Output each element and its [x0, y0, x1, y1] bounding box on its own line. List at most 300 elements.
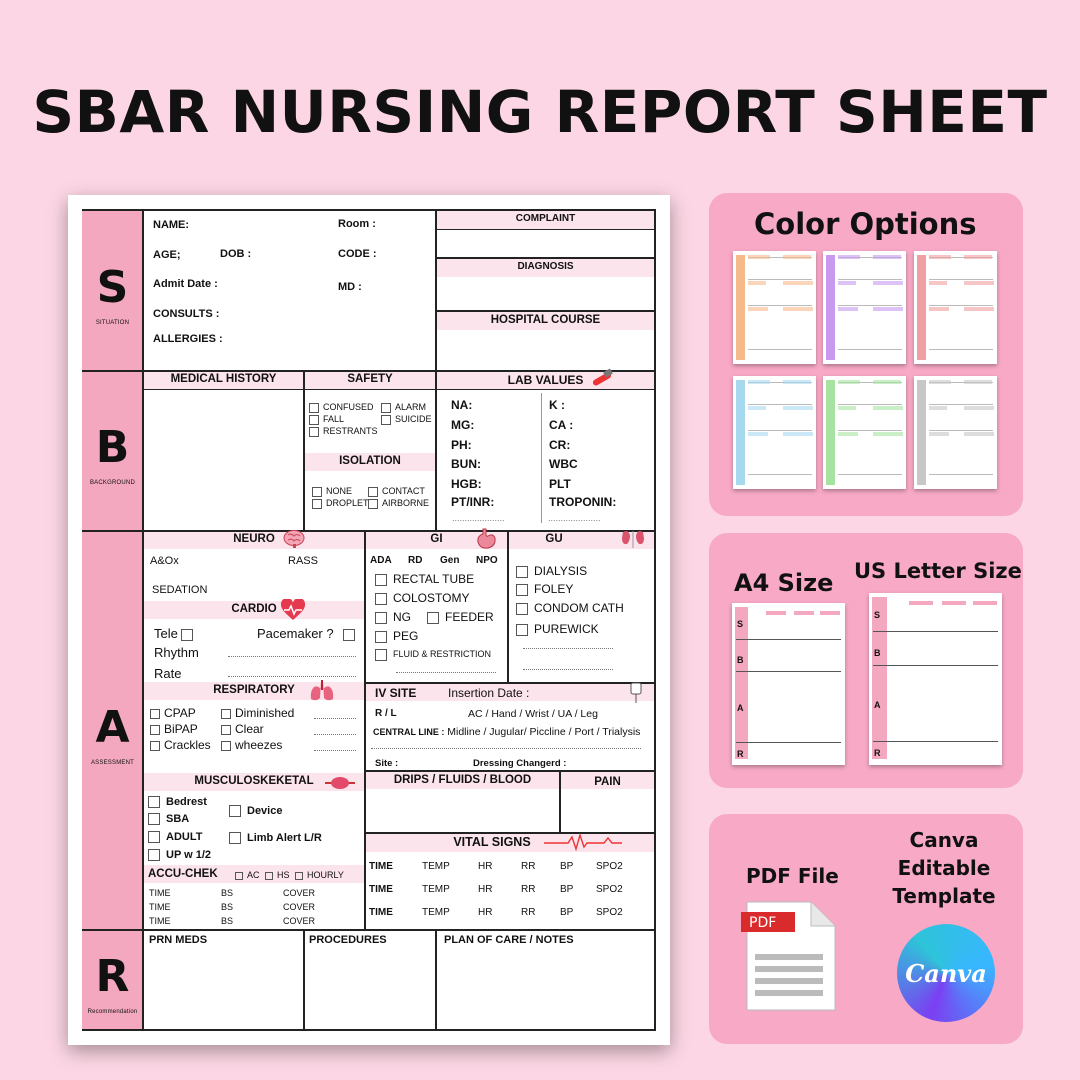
checkbox[interactable]	[312, 487, 322, 497]
vital-cell: TIME	[369, 884, 393, 895]
musculo-item-label: SBA	[166, 813, 190, 825]
musculo-item	[229, 805, 282, 817]
lab-label: TROPONIN:	[549, 495, 617, 509]
checkbox[interactable]	[375, 649, 387, 661]
resp-line	[314, 718, 356, 719]
checkbox[interactable]	[150, 725, 160, 735]
lab-label: PT/INR:	[451, 495, 495, 509]
procedures-header: PROCEDURES	[309, 934, 387, 946]
thumbnail-line	[929, 404, 993, 405]
thumbnail-header	[783, 380, 811, 384]
checkbox[interactable]	[516, 624, 528, 636]
muscle-icon	[324, 775, 356, 796]
tele-text: Tele	[154, 626, 178, 641]
vital-cell: HR	[478, 884, 493, 895]
thumbnail-header	[964, 432, 994, 436]
gi-item-label: FLUID & RESTRICTION	[393, 649, 492, 660]
resp-line	[314, 734, 356, 735]
thumbnail-line	[838, 474, 902, 475]
checkbox[interactable]	[295, 872, 303, 880]
checkbox[interactable]	[148, 831, 160, 843]
thumbnail-header	[873, 307, 903, 311]
complaint-header: COMPLAINT	[515, 213, 576, 224]
resp-item-label: Diminished	[235, 706, 295, 720]
thumbnail-header	[748, 255, 770, 259]
thumbnail-line	[929, 349, 993, 350]
color-thumbnail[interactable]	[733, 376, 816, 489]
accu-cell: COVER	[283, 902, 316, 912]
a4-preview	[732, 603, 845, 765]
preview-letter: R	[737, 749, 744, 759]
lab-values-header: LAB VALUES	[507, 373, 584, 387]
iv-line	[371, 748, 641, 749]
central-line-label: CENTRAL LINE :	[373, 727, 445, 737]
checkbox[interactable]	[381, 415, 391, 425]
resp-item-label: Crackles	[164, 738, 211, 752]
thumbnail-header	[929, 281, 947, 285]
preview-letter: S	[737, 619, 744, 629]
vital-cell: RR	[521, 907, 536, 918]
isolation-header: ISOLATION	[339, 455, 401, 467]
rate-label: Rate	[154, 666, 182, 681]
thumbnail-header	[748, 281, 766, 285]
accu-option	[265, 870, 290, 880]
room-label: Room :	[338, 218, 376, 230]
vitals-header: VITAL SIGNS	[453, 835, 531, 849]
thumbnail-line	[929, 305, 993, 306]
thumbnail-header	[929, 406, 947, 410]
heartbeat-icon	[544, 833, 622, 858]
gi-line	[396, 672, 496, 673]
preview-header	[909, 601, 933, 605]
lab-label: NA:	[451, 398, 473, 412]
letter-b: B	[95, 422, 130, 473]
gi-item-label: PEG	[393, 629, 419, 643]
gu-line	[523, 669, 613, 670]
musculo-item	[148, 831, 202, 843]
side-r	[82, 931, 143, 1029]
safety-item	[381, 402, 426, 413]
checkbox[interactable]	[309, 427, 319, 437]
gu-item-label: PUREWICK	[534, 622, 599, 636]
thumbnail-side	[917, 255, 926, 360]
pacemaker-text: Pacemaker ?	[257, 626, 334, 641]
preview-letter: B	[874, 648, 881, 658]
age-label: AGE;	[153, 249, 181, 261]
safety-item	[309, 402, 374, 413]
vital-cell: BP	[560, 907, 574, 918]
vital-cell: SPO2	[596, 884, 623, 895]
checkbox[interactable]	[516, 566, 528, 578]
caption-assessment: ASSESSMENT	[90, 759, 134, 766]
accu-option	[235, 870, 260, 880]
vital-cell: SPO2	[596, 861, 623, 872]
code-label: CODE :	[338, 248, 377, 260]
accu-cell: BS	[221, 902, 234, 912]
gi-item-label: NG	[393, 610, 411, 624]
dressing-label: Dressing Changerd :	[473, 758, 567, 769]
divider	[303, 929, 305, 1031]
admit-date-label: Admit Date :	[153, 278, 218, 290]
thumbnail-line	[929, 474, 993, 475]
checkbox[interactable]	[368, 499, 378, 509]
thumbnail-header	[929, 307, 949, 311]
thumbnail-header	[783, 255, 811, 259]
report-sheet	[68, 195, 670, 1045]
checkbox[interactable]	[148, 849, 160, 861]
isolation-item-label: AIRBORNE	[382, 498, 430, 508]
pain-header: PAIN	[594, 776, 621, 788]
divider	[364, 530, 366, 929]
preview-side	[735, 607, 748, 759]
preview-line	[736, 639, 841, 640]
accu-cell: BS	[221, 888, 234, 898]
thumbnail-header	[964, 281, 994, 285]
safety-item-label: CONFUSED	[323, 402, 374, 412]
isolation-item-label: NONE	[326, 486, 353, 496]
checkbox[interactable]	[150, 741, 160, 751]
gi-col: RD	[408, 555, 423, 566]
resp-item	[221, 738, 282, 752]
allergies-label: ALLERGIES :	[153, 333, 223, 345]
page-title: SBAR NURSING REPORT SHEET	[32, 78, 1048, 146]
side-s	[82, 211, 143, 370]
gu-item	[516, 582, 573, 596]
thumbnail-line	[748, 349, 812, 350]
color-thumbnail[interactable]	[823, 251, 906, 364]
lab-label: PH:	[451, 438, 472, 452]
checkbox[interactable]	[229, 832, 241, 844]
insertion-date-label: Insertion Date :	[448, 686, 530, 700]
accu-option	[295, 870, 344, 880]
gi-col: Gen	[440, 555, 460, 566]
checkbox[interactable]	[375, 593, 387, 605]
musculo-item-label: UP w 1/2	[166, 849, 212, 861]
divider	[303, 370, 305, 530]
checkbox[interactable]	[265, 872, 273, 880]
pdf-file-title: PDF File	[746, 864, 839, 888]
iv-locations: AC / Hand / Wrist / UA / Leg	[468, 708, 598, 720]
resp-item	[150, 706, 196, 720]
safety-item-label: FALL	[323, 414, 345, 424]
gi-item-label: RECTAL TUBE	[393, 572, 475, 586]
preview-side	[872, 597, 887, 759]
preview-line	[873, 631, 998, 632]
letter-s: S	[96, 261, 129, 313]
safety-header: SAFETY	[347, 373, 393, 385]
isolation-item	[368, 486, 425, 497]
gi-col: NPO	[476, 555, 498, 566]
rass-label: RASS	[288, 555, 318, 567]
diagnosis-header: DIAGNOSIS	[517, 261, 574, 272]
thumbnail-header	[783, 406, 813, 410]
accu-header: ACCU-CHEK	[148, 868, 218, 880]
divider	[507, 530, 509, 682]
lab-divider	[541, 393, 542, 523]
gi-item-label: FEEDER	[445, 610, 494, 624]
rhythm-line	[228, 656, 356, 657]
thumbnail-header	[964, 406, 994, 410]
thumbnail-header	[964, 307, 994, 311]
thumbnail-line	[838, 349, 902, 350]
vital-cell: TEMP	[422, 861, 450, 872]
safety-item-label: SUICIDE	[395, 414, 432, 424]
vital-cell: BP	[560, 884, 574, 895]
checkbox[interactable]	[235, 872, 243, 880]
brain-icon	[282, 529, 306, 554]
caption-situation: SITUATION	[95, 319, 130, 326]
drips-header: DRIPS / FLUIDS / BLOOD	[393, 774, 532, 786]
thumbnail-line	[838, 404, 902, 405]
thumbnail-header	[838, 380, 860, 384]
thumbnail-header	[748, 406, 766, 410]
isolation-item	[312, 486, 352, 497]
thumbnail-line	[929, 279, 993, 280]
accu-cell: COVER	[283, 916, 316, 926]
pdf-file-icon	[741, 900, 839, 1017]
heart-icon	[280, 599, 306, 626]
plan-header: PLAN OF CARE / NOTES	[444, 934, 574, 946]
thumbnail-side	[917, 380, 926, 485]
gi-item	[375, 591, 469, 605]
safety-item-label: ALARM	[395, 402, 427, 412]
preview-line	[736, 742, 841, 743]
isolation-item-label: DROPLET	[326, 498, 369, 508]
side-a	[82, 532, 143, 929]
neuro-header: NEURO	[233, 533, 275, 545]
letter-preview	[869, 593, 1002, 765]
letter-a: A	[95, 701, 130, 753]
test-tube-icon	[590, 368, 616, 393]
preview-header	[766, 611, 786, 615]
iv-site-header: IV SITE	[375, 686, 417, 700]
gu-item-label: DIALYSIS	[534, 564, 588, 578]
accu-option-label: AC	[247, 870, 260, 880]
safety-item	[309, 426, 378, 437]
thumbnail-header	[929, 255, 951, 259]
resp-item	[221, 722, 264, 736]
color-options-title: Color Options	[754, 207, 977, 241]
color-thumbnail[interactable]	[823, 376, 906, 489]
thumbnail-line	[838, 430, 902, 431]
preview-line	[873, 741, 998, 742]
central-line-row	[373, 726, 640, 738]
iv-bag-icon	[629, 682, 643, 709]
thumbnail-header	[964, 380, 992, 384]
side-b	[82, 372, 143, 530]
rhythm-label: Rhythm	[154, 645, 199, 660]
checkbox[interactable]	[148, 813, 160, 825]
color-thumbnail[interactable]	[733, 251, 816, 364]
vital-cell: TEMP	[422, 907, 450, 918]
lab-label: WBC	[549, 457, 578, 471]
thumbnail-header	[873, 432, 903, 436]
thumbnail-header	[873, 255, 901, 259]
checkbox[interactable]	[516, 584, 528, 596]
isolation-item-label: CONTACT	[382, 486, 425, 496]
vital-cell: TIME	[369, 861, 393, 872]
checkbox[interactable]	[375, 612, 387, 624]
divider	[144, 389, 656, 390]
kidney-icon	[620, 529, 646, 554]
resp-item-label: BiPAP	[164, 722, 198, 736]
gi-item-label: COLOSTOMY	[393, 591, 470, 605]
resp-item	[221, 706, 294, 720]
preview-header	[973, 601, 997, 605]
aox-label: A&Ox	[150, 555, 179, 567]
color-thumbnail[interactable]	[914, 251, 997, 364]
consults-label: CONSULTS :	[153, 308, 220, 320]
divider	[435, 229, 656, 230]
caption-background: BACKGROUND	[89, 480, 135, 486]
letter-r: R	[95, 951, 130, 1002]
thumbnail-header	[873, 406, 903, 410]
thumbnail-side	[736, 380, 745, 485]
tele-checkbox[interactable]	[181, 629, 193, 641]
respiratory-header: RESPIRATORY	[213, 684, 295, 696]
pacemaker-label	[257, 626, 361, 641]
checkbox[interactable]	[381, 403, 391, 413]
gi-header: GI	[430, 533, 443, 545]
pacemaker-checkbox[interactable]	[343, 629, 355, 641]
lungs-icon	[308, 679, 336, 708]
dob-label: DOB :	[220, 248, 252, 260]
vital-cell: RR	[521, 884, 536, 895]
name-label: NAME:	[153, 219, 190, 231]
safety-item-label: RESTRANTS	[323, 426, 378, 436]
thumbnail-header	[783, 432, 813, 436]
vital-cell: TIME	[369, 907, 393, 918]
thumbnail-line	[748, 305, 812, 306]
checkbox[interactable]	[375, 574, 387, 586]
resp-item-label: Clear	[235, 722, 264, 736]
gi-col: ADA	[370, 555, 392, 566]
lab-label: K :	[549, 398, 565, 412]
gu-header: GU	[545, 533, 563, 545]
preview-letter: R	[874, 748, 881, 758]
prn-meds-header: PRN MEDS	[149, 934, 208, 946]
caption-recommendation: Recommendation	[87, 1009, 138, 1015]
musculo-item-label: Limb Alert L/R	[247, 832, 322, 844]
checkbox[interactable]	[375, 631, 387, 643]
lab-dots: .....................	[452, 513, 505, 523]
thumbnail-header	[748, 380, 770, 384]
thumbnail-line	[748, 430, 812, 431]
checkbox[interactable]	[221, 741, 231, 751]
lab-label: PLT	[549, 477, 571, 491]
divider	[435, 209, 437, 370]
a4-title: A4 Size	[734, 569, 834, 597]
side-divider	[142, 209, 144, 1031]
thumbnail-line	[748, 474, 812, 475]
resp-item-label: wheezes	[235, 738, 283, 752]
preview-letter: A	[874, 700, 881, 710]
checkbox[interactable]	[148, 796, 160, 808]
format-panel	[709, 814, 1023, 1044]
hospital-course-header: HOSPITAL COURSE	[490, 314, 601, 326]
accu-option-label: HS	[277, 870, 290, 880]
thumbnail-side	[826, 255, 835, 360]
thumbnail-header	[838, 281, 856, 285]
color-options-panel	[709, 193, 1023, 516]
vital-cell: SPO2	[596, 907, 623, 918]
color-thumbnail[interactable]	[914, 376, 997, 489]
musculo-item-label: Bedrest	[166, 796, 207, 808]
gu-item	[516, 564, 587, 578]
preview-header	[794, 611, 814, 615]
accu-cell: BS	[221, 916, 234, 926]
md-label: MD :	[338, 281, 362, 293]
vital-cell: TEMP	[422, 884, 450, 895]
accu-option-label: HOURLY	[307, 870, 344, 880]
checkbox[interactable]	[150, 709, 160, 719]
preview-line	[736, 671, 841, 672]
tele-label	[154, 626, 199, 641]
checkbox[interactable]	[427, 612, 439, 624]
thumbnail-line	[838, 279, 902, 280]
gi-item	[375, 629, 418, 643]
gi-item	[375, 610, 411, 624]
thumbnail-header	[873, 281, 903, 285]
preview-header	[942, 601, 966, 605]
safety-item	[309, 414, 344, 425]
resp-line	[314, 750, 356, 751]
musculo-item-label: ADULT	[166, 831, 203, 843]
pdf-badge-text: PDF	[749, 915, 777, 931]
gi-item	[375, 572, 474, 586]
thumbnail-header	[783, 307, 813, 311]
musculo-item-label: Device	[247, 805, 283, 817]
accu-cell: TIME	[149, 888, 171, 898]
vital-cell: BP	[560, 861, 574, 872]
vital-cell: HR	[478, 907, 493, 918]
checkbox[interactable]	[368, 487, 378, 497]
canva-logo	[897, 924, 995, 1022]
lab-label: CR:	[549, 438, 571, 452]
checkbox[interactable]	[312, 499, 322, 509]
checkbox[interactable]	[221, 709, 231, 719]
resp-item	[150, 738, 211, 752]
gu-item	[516, 601, 624, 615]
musculo-item	[229, 832, 322, 844]
rl-label: R / L	[375, 708, 397, 719]
thumbnail-line	[929, 430, 993, 431]
gu-line	[523, 648, 613, 649]
preview-letter: B	[737, 655, 744, 665]
checkbox[interactable]	[516, 603, 528, 615]
checkbox[interactable]	[309, 403, 319, 413]
checkbox[interactable]	[229, 805, 241, 817]
sedation-label: SEDATION	[152, 584, 208, 596]
preview-header	[820, 611, 840, 615]
gu-item-label: FOLEY	[534, 582, 574, 596]
lab-label: HGB:	[451, 477, 482, 491]
thumbnail-side	[826, 380, 835, 485]
thumbnail-header	[838, 432, 858, 436]
rate-line	[228, 676, 356, 677]
checkbox[interactable]	[221, 725, 231, 735]
divider-a-r	[82, 929, 656, 931]
thumbnail-header	[873, 380, 901, 384]
lab-label: CA :	[549, 418, 574, 432]
cardio-header: CARDIO	[231, 603, 277, 615]
gi-item	[375, 649, 491, 661]
vital-cell: HR	[478, 861, 493, 872]
canva-logo-text: Canva	[905, 958, 987, 988]
divider	[435, 929, 437, 1031]
checkbox[interactable]	[309, 415, 319, 425]
preview-line	[873, 665, 998, 666]
